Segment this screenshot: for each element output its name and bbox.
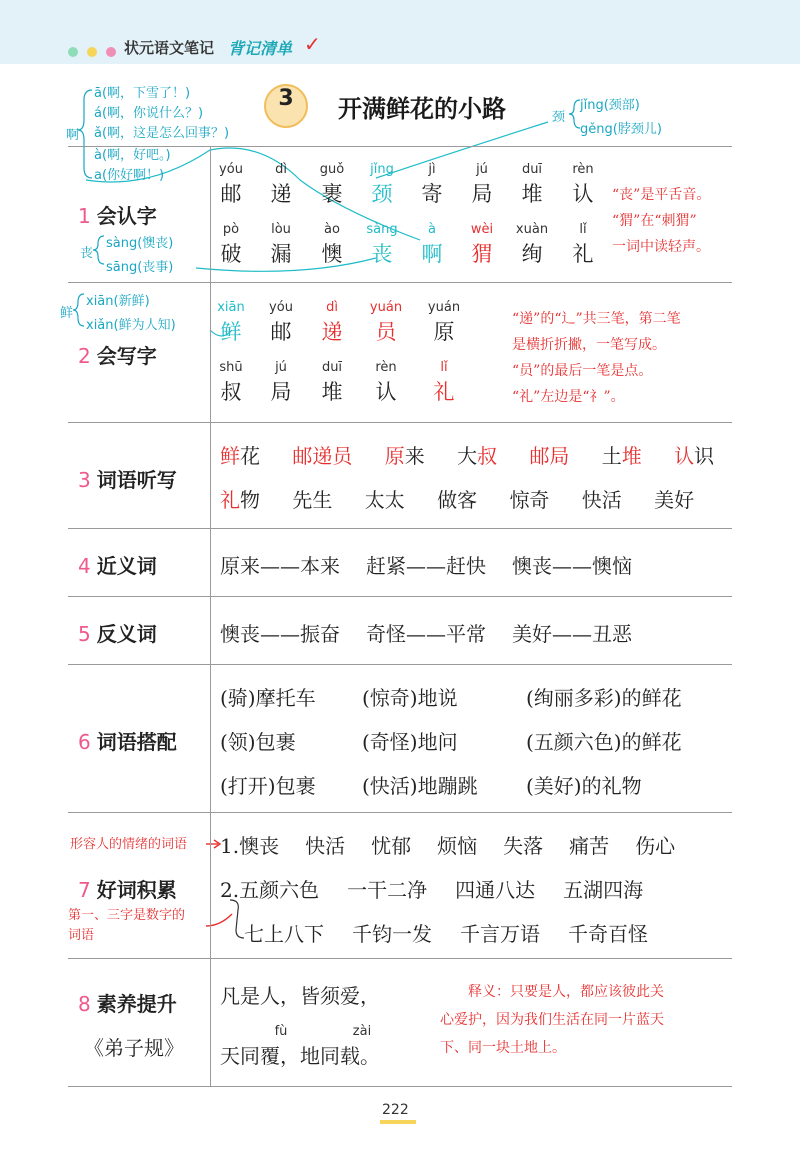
section-7-label: 7 好词积累 [78,878,177,902]
character: 局 [471,182,493,206]
jing-annot-char: 颈 [552,110,566,125]
pinyin: yuán [427,300,461,315]
character: 局 [270,380,292,404]
s2-note-1: “递”的“辶”共三笔，第二笔 [512,311,681,327]
brand-name: 状元语文笔记 [124,39,215,57]
character: 递 [270,182,292,206]
rule-3 [68,528,732,529]
rule-5 [68,664,732,665]
character: 堆 [521,182,543,206]
s1-note-3: 一词中读轻声。 [612,239,710,255]
character: 认 [375,380,397,404]
rule-6 [68,812,732,813]
synonyms-row: 原来——本来 赶紧——赶快 懊丧——懊恼 [220,554,632,578]
section-4-label: 4 近义词 [78,554,157,578]
character: 懊 [321,242,343,266]
a-annot-3: ǎ(啊，这是怎么回事？) [94,126,230,141]
page-number: 222 [382,1102,409,1118]
character: 原 [433,320,455,344]
classic-line-2: 天同覆，地同载。 [220,1044,380,1068]
pinyin: lòu [271,222,291,237]
a-annot-4: à(啊，好吧。) [94,148,171,163]
zai-pinyin: zài [352,1024,372,1039]
section-5-label: 5 反义词 [78,622,157,646]
character: 啊 [421,242,443,266]
s7-note-1: 形容人的情绪的词语 [70,837,188,852]
character: 寄 [421,182,443,206]
s1-note-1: “丧”是平舌音。 [612,187,711,203]
pinyin: yuán [369,300,403,315]
pinyin: sàng [366,222,398,237]
pinyin: pò [222,222,240,237]
column-divider [210,146,211,1086]
collocation-row-3: (打开)包裹 (快活)地蹦跳 (美好)的礼物 [220,774,642,798]
rule-1 [68,282,732,283]
character: 员 [375,320,397,344]
jing-brace [569,100,580,128]
pinyin: dì [326,300,338,315]
collocation-row-1: (骑)摩托车 (惊奇)地说 (绚丽多彩)的鲜花 [220,686,682,710]
pinyin: lǐ [440,360,448,375]
classic-line-1: 凡是人，皆须爱， [220,984,380,1008]
a-annot-1: ā(啊，下雪了！) [94,86,191,101]
pinyin: wèi [470,222,494,237]
character: 堆 [321,380,343,404]
pinyin: jǐng [370,162,394,177]
xian-brace [73,294,84,326]
pinyin: duī [321,360,343,375]
s8-note-1: 释义：只要是人，都应该彼此关 [468,984,664,1000]
rule-top [68,146,732,147]
jing-annot-2: gěng(脖颈儿) [580,122,662,137]
section-3-label: 3 词语听写 [78,468,177,492]
character: 绚 [521,242,543,266]
rule-4 [68,596,732,597]
rule-7 [68,958,732,959]
character: 礼 [433,380,455,404]
s2-note-2: 是横折折撇，一笔写成。 [512,337,666,353]
pinyin: jì [428,162,436,177]
pinyin: yóu [219,162,243,177]
pinyin: dì [275,162,287,177]
pinyin: ào [324,222,340,237]
character: 认 [572,182,594,206]
a-annot-5: a(你好啊！) [94,168,165,183]
fu-pinyin: fù [274,1024,288,1039]
good-words-line-1: 1.懊丧 快活 忧郁 烦恼 失落 痛苦 伤心 [220,834,676,858]
character: 邮 [220,182,242,206]
good-words-line-3: 七上八下 千钧一发 千言万语 千奇百怪 [244,922,648,946]
pinyin: rèn [375,360,397,375]
xian-annot-1: xiān(新鲜) [86,294,150,309]
s2-note-3: “员”的最后一笔是点。 [512,363,653,379]
s2-note-4: “礼”左边是“礻”。 [512,389,625,405]
s8-note-2: 心爱护，因为我们生活在同一片蓝天 [440,1012,664,1028]
section-8-label: 8 素养提升 [78,992,177,1016]
antonyms-row: 懊丧——振奋 奇怪——平常 美好——丑恶 [220,622,632,646]
sang-annot-char: 丧 [80,246,94,261]
pinyin: yóu [269,300,293,315]
character: 递 [321,320,343,344]
dictation-line-1: 鲜花 邮递员 原来 大叔 邮局 土堆 认识 [220,444,715,468]
character: 破 [220,242,242,266]
s7-note-2a: 第一、三字是数字的 [68,908,186,923]
pinyin: xuàn [515,222,549,237]
xian-annot-2: xiǎn(鲜为人知) [86,318,176,333]
character: 叔 [220,380,242,404]
pinyin: xiān [217,300,245,315]
pinyin: shū [219,360,243,375]
lesson-title: 开满鲜花的小路 [338,95,506,123]
s8-note-3: 下、同一块土地上。 [440,1040,566,1056]
a-annot-2: á(啊，你说什么？) [94,106,204,121]
section-8-source: 《弟子规》 [84,1036,184,1060]
character: 丧 [371,242,393,266]
jing-annot-1: jǐng(颈部) [580,98,640,113]
check-icon: ✓ [304,32,321,56]
section-2-label: 2 会写字 [78,344,157,368]
pinyin: à [428,222,436,237]
xian-annot-char: 鲜 [60,306,74,321]
section-1-label: 1 会认字 [78,204,157,228]
character: 鲜 [220,320,242,344]
s7-note-2b: 词语 [68,928,95,943]
a-annot-char: 啊 [66,128,80,143]
pinyin: lǐ [579,222,587,237]
sang-annot-2: sāng(丧事) [106,260,174,275]
good-words-line-2: 2.五颜六色 一干二净 四通八达 五湖四海 [220,878,644,902]
character: 礼 [572,242,594,266]
rule-2 [68,422,732,423]
pinyin: jú [275,360,287,375]
character: 猬 [471,242,493,266]
rule-bottom [68,1086,732,1087]
pinyin: jú [476,162,488,177]
character: 颈 [371,182,393,206]
character: 邮 [270,320,292,344]
lesson-number: 3 [264,84,308,128]
character: 裹 [321,182,343,206]
sang-annot-1: sàng(懊丧) [106,236,174,251]
character: 漏 [270,242,292,266]
a-brace [78,90,92,178]
pinyin: rèn [572,162,594,177]
header-tag: 背记清单 [228,39,293,58]
s7-bracket [230,900,244,938]
page-number-underline [380,1120,416,1124]
pinyin: duī [521,162,543,177]
sang-brace [93,236,104,264]
dictation-line-2: 礼物 先生 太太 做客 惊奇 快活 美好 [220,488,695,512]
collocation-row-2: (领)包裹 (奇怪)地问 (五颜六色)的鲜花 [220,730,682,754]
s1-note-2: “猬”在“刺猬” [612,213,697,229]
section-6-label: 6 词语搭配 [78,730,177,754]
pinyin: guǒ [319,162,345,177]
